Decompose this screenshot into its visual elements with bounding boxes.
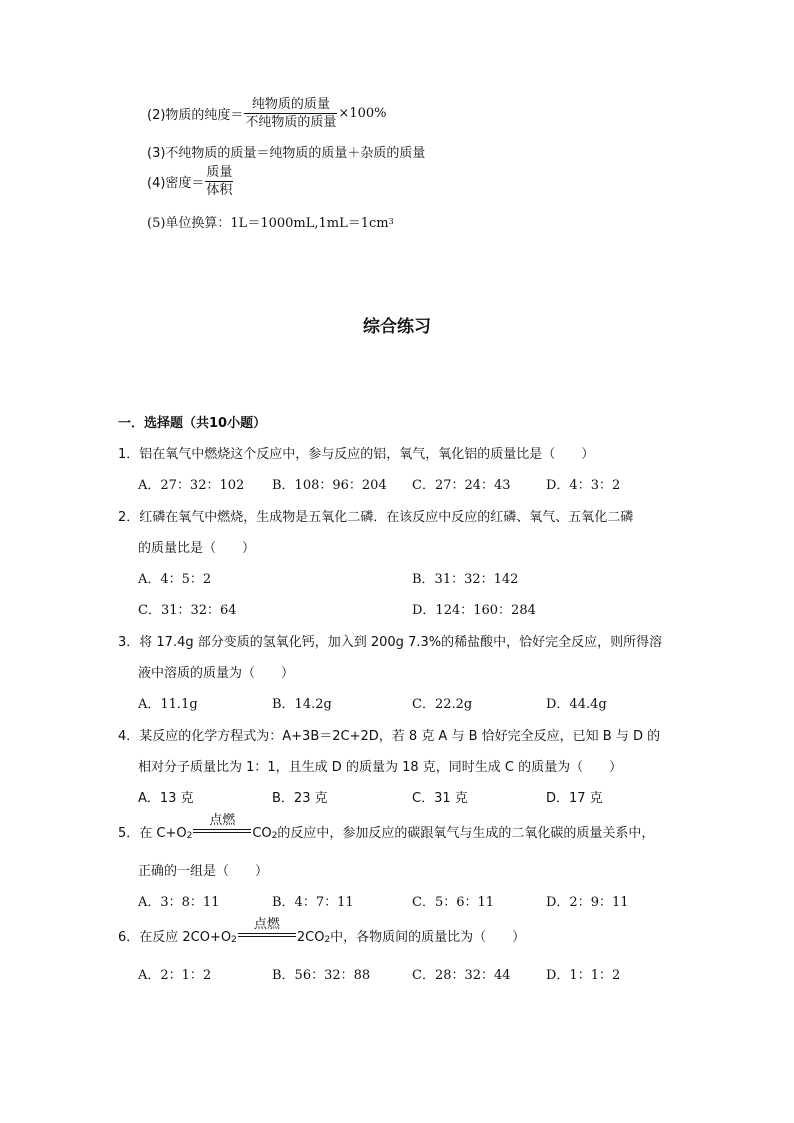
question-3: 3．将 17.4g 部分变质的氢氧化钙，加入到 200g 7.3%的稀盐酸中，恰好完全反应，则所得溶 <box>118 635 663 650</box>
option-c[interactable]: C．5：6：11 <box>412 895 495 910</box>
density-numerator: 质量 <box>206 165 233 180</box>
option-b[interactable]: B．56：32：88 <box>272 968 371 983</box>
option-a[interactable]: A．2：1：2 <box>138 968 212 983</box>
question-2-options-row1 <box>138 568 698 586</box>
unit-conversion-sup: 3 <box>388 217 394 226</box>
option-c[interactable]: C．31：32：64 <box>138 603 237 618</box>
question-2-options-row2 <box>138 599 698 617</box>
option-d[interactable]: D．2：9：11 <box>546 895 629 910</box>
question-1-options <box>138 474 698 492</box>
option-a[interactable]: A．11.1g <box>138 697 198 712</box>
option-a[interactable]: A．4：5：2 <box>138 572 212 587</box>
q6-sub1: 2 <box>231 935 237 945</box>
formula-purity-prefix: (2)物质的纯度＝ <box>147 108 244 123</box>
option-b[interactable]: B．31：32：142 <box>412 572 519 587</box>
option-d[interactable]: D．17 克 <box>546 791 603 806</box>
option-b[interactable]: B．4：7：11 <box>272 895 354 910</box>
question-2: 2．红磷在氧气中燃烧，生成物是五氧化二磷．在该反应中反应的红磷、氧气、五氧化二磷 <box>118 510 634 525</box>
option-d[interactable]: D．4：3：2 <box>546 478 621 493</box>
question-5-options <box>138 891 698 909</box>
section-heading: 一．选择题（共10小题） <box>118 416 267 431</box>
question-5-line2: 正确的一组是（ ） <box>138 864 269 879</box>
formula-density-prefix: (4)密度＝ <box>147 176 205 191</box>
option-c[interactable]: C．27：24：43 <box>412 478 511 493</box>
option-d[interactable]: D．44.4g <box>546 697 607 712</box>
option-a[interactable]: A．27：32：102 <box>138 478 245 493</box>
option-b[interactable]: B．108：96：204 <box>272 478 387 493</box>
option-b[interactable]: B．23 克 <box>272 791 328 806</box>
question-4: 4．某反应的化学方程式为：A+3B＝2C+2D，若 8 克 A 与 B 恰好完全反应，已知 B 与 D 的 <box>118 729 661 744</box>
formula-purity-suffix: ×100% <box>338 106 387 121</box>
question-5 <box>118 813 655 841</box>
question-4-options <box>138 787 698 805</box>
page-title: 综合练习 <box>363 317 431 337</box>
question-6 <box>118 917 526 945</box>
unit-conversion-text: (5)单位换算：1L＝1000mL,1mL＝1cm <box>147 216 389 231</box>
density-fraction <box>205 166 233 197</box>
question-1: 1．铝在氧气中燃烧这个反应中，参与反应的铝，氧气，氧化铝的质量比是（ ） <box>118 447 595 462</box>
option-c[interactable]: C．31 克 <box>412 791 468 806</box>
option-b[interactable]: B．14.2g <box>272 697 332 712</box>
reaction-condition-arrow <box>193 814 251 833</box>
option-a[interactable]: A．3：8：11 <box>138 895 220 910</box>
option-c[interactable]: C．28：32：44 <box>412 968 511 983</box>
purity-denominator: 不纯物质的质量 <box>245 115 337 130</box>
question-6-options <box>138 964 698 982</box>
double-line-icon <box>193 829 251 833</box>
reaction-condition-arrow <box>238 918 296 937</box>
option-a[interactable]: A．13 克 <box>138 791 194 806</box>
option-d[interactable]: D．1：1：2 <box>546 968 621 983</box>
question-3-line2: 液中溶质的质量为（ ） <box>138 666 295 681</box>
option-c[interactable]: C．22.2g <box>412 697 473 712</box>
q5-sub2: 2 <box>271 831 278 841</box>
q5-sub1: 2 <box>186 831 193 841</box>
reaction-condition: 点燃 <box>209 813 236 828</box>
density-denominator: 体积 <box>206 183 233 198</box>
double-line-icon <box>238 933 296 937</box>
reaction-condition: 点燃 <box>253 917 280 932</box>
formula-density <box>147 166 234 197</box>
option-d[interactable]: D．124：160：284 <box>412 603 536 618</box>
purity-fraction <box>244 98 337 129</box>
question-4-line2: 相对分子质量比为 1：1，且生成 D 的质量为 18 克，同时生成 C 的质量为（ ） <box>138 760 623 775</box>
q5-mid: CO <box>252 826 272 841</box>
question-2-line2: 的质量比是（ ） <box>138 541 256 556</box>
q6-mid: 2CO <box>296 930 325 945</box>
q5-post: 的反应中，参加反应的碳跟氧气与生成的二氧化碳的质量关系中， <box>277 826 655 841</box>
question-3-options <box>138 693 698 711</box>
q6-sub2: 2 <box>324 935 331 945</box>
q6-post: 中，各物质间的质量比为（ ） <box>330 930 526 945</box>
q5-prefix: 5．在 C+O <box>118 826 187 841</box>
formula-unit-conversion <box>147 212 394 231</box>
q6-prefix: 6．在反应 2CO+O <box>118 930 232 945</box>
formula-purity <box>147 98 387 129</box>
purity-numerator: 纯物质的质量 <box>251 97 330 112</box>
formula-impure-mass: (3)不纯物质的质量＝纯物质的质量＋杂质的质量 <box>147 146 426 161</box>
